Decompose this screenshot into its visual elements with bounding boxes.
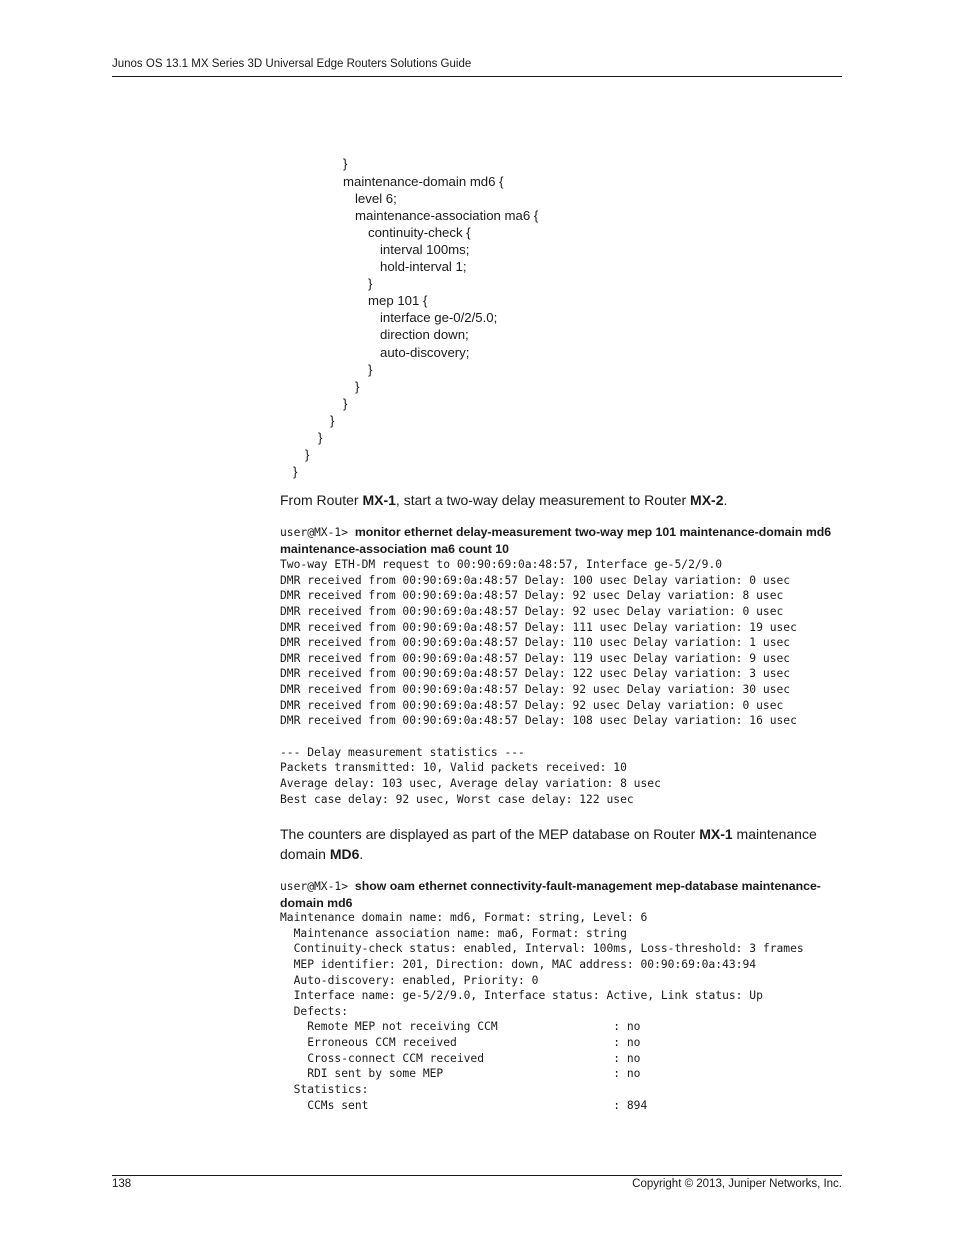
para-text: , start a two-way delay measurement to Router bbox=[395, 492, 691, 508]
config-line: level 6; bbox=[355, 191, 397, 206]
command-show-mep-database bbox=[280, 878, 845, 911]
config-line: } bbox=[368, 362, 373, 377]
config-line: } bbox=[293, 464, 298, 479]
output-line: DMR received from 00:90:69:0a:48:57 Delay: 122 usec Delay variation: 3 usec bbox=[280, 667, 791, 681]
output-line: RDI sent by some MEP : no bbox=[280, 1067, 641, 1081]
output-line: Maintenance domain name: md6, Format: string, Level: 6 bbox=[280, 911, 648, 924]
config-line: } bbox=[318, 430, 323, 445]
config-line: } bbox=[368, 276, 373, 291]
output-line: --- Delay measurement statistics --- bbox=[280, 745, 525, 759]
router-name: MX-1 bbox=[362, 492, 396, 508]
copyright-notice: Copyright © 2013, Juniper Networks, Inc. bbox=[632, 1178, 842, 1190]
footer-rule bbox=[112, 1175, 842, 1176]
output-line: MEP identifier: 201, Direction: down, MAC address: 00:90:69:0a:43:94 bbox=[280, 957, 757, 971]
config-line: interval 100ms; bbox=[380, 242, 470, 257]
output-line: DMR received from 00:90:69:0a:48:57 Delay: 92 usec Delay variation: 8 usec bbox=[280, 589, 784, 603]
page-number: 138 bbox=[112, 1178, 132, 1190]
config-line: continuity-check { bbox=[368, 225, 471, 240]
output-line: Maintenance association name: ma6, Format: string bbox=[280, 926, 627, 940]
output-line: DMR received from 00:90:69:0a:48:57 Delay: 119 usec Delay variation: 9 usec bbox=[280, 651, 791, 665]
output-line: DMR received from 00:90:69:0a:48:57 Delay: 111 usec Delay variation: 19 usec bbox=[280, 620, 797, 634]
output-line: CCMs sent : 894 bbox=[280, 1098, 648, 1112]
output-line: DMR received from 00:90:69:0a:48:57 Delay: 100 usec Delay variation: 0 usec bbox=[280, 573, 791, 587]
output-line: Interface name: ge-5/2/9.0, Interface status: Active, Link status: Up bbox=[280, 989, 763, 1003]
router-name: MX-1 bbox=[699, 826, 733, 842]
cli-command: show oam ethernet connectivity-fault-management mep-database maintenance-domain md6 bbox=[280, 879, 821, 910]
config-line: direction down; bbox=[380, 327, 469, 342]
output-line bbox=[280, 729, 797, 745]
config-line: } bbox=[305, 447, 310, 462]
config-line: interface ge-0/2/5.0; bbox=[380, 310, 498, 325]
config-line: mep 101 { bbox=[368, 293, 428, 308]
output-line: Continuity-check status: enabled, Interval: 100ms, Loss-threshold: 3 frames bbox=[280, 942, 804, 956]
output-line: Packets transmitted: 10, Valid packets received: 10 bbox=[280, 761, 627, 775]
para-text: . bbox=[359, 846, 364, 862]
output-line: DMR received from 00:90:69:0a:48:57 Delay: 108 usec Delay variation: 16 usec bbox=[280, 714, 797, 728]
cli-command: monitor ethernet delay-measurement two-way mep 101 maintenance-domain md6 maintenance-association ma6 count 10 bbox=[280, 525, 832, 556]
output-line: DMR received from 00:90:69:0a:48:57 Delay: 92 usec Delay variation: 0 usec bbox=[280, 604, 784, 618]
output-line: DMR received from 00:90:69:0a:48:57 Delay: 110 usec Delay variation: 1 usec bbox=[280, 636, 791, 650]
para-text: The counters are displayed as part of the MEP database on Router bbox=[280, 826, 700, 842]
config-line: hold-interval 1; bbox=[380, 259, 467, 274]
running-header: Junos OS 13.1 MX Series 3D Universal Edge Routers Solutions Guide bbox=[112, 58, 472, 70]
config-line: auto-discovery; bbox=[380, 345, 470, 360]
paragraph-counters bbox=[280, 824, 840, 864]
output-line: DMR received from 00:90:69:0a:48:57 Delay: 92 usec Delay variation: 0 usec bbox=[280, 698, 784, 712]
output-line: Two-way ETH-DM request to 00:90:69:0a:48:57, Interface ge-5/2/9.0 bbox=[280, 558, 723, 571]
domain-name: MD6 bbox=[329, 846, 360, 862]
output-line: Defects: bbox=[280, 1004, 349, 1018]
para-text: From Router bbox=[280, 492, 363, 508]
paragraph-start-measurement bbox=[280, 490, 840, 510]
output-line: Remote MEP not receiving CCM : no bbox=[280, 1020, 641, 1034]
output-line: DMR received from 00:90:69:0a:48:57 Delay: 92 usec Delay variation: 30 usec bbox=[280, 683, 791, 697]
command-output-mep-database bbox=[280, 910, 804, 1113]
command-monitor-delay bbox=[280, 524, 845, 557]
output-line: Best case delay: 92 usec, Worst case delay: 122 usec bbox=[280, 792, 634, 806]
router-name: MX-2 bbox=[690, 492, 724, 508]
cli-prompt: user@MX-1> bbox=[280, 880, 349, 893]
output-line: Erroneous CCM received : no bbox=[280, 1036, 641, 1050]
config-line: } bbox=[343, 396, 348, 411]
header-rule bbox=[112, 76, 842, 77]
config-line: } bbox=[355, 379, 360, 394]
output-line: Statistics: bbox=[280, 1083, 369, 1097]
output-line: Auto-discovery: enabled, Priority: 0 bbox=[280, 973, 539, 987]
config-line: } bbox=[330, 413, 335, 428]
para-text: maintenance domain bbox=[280, 826, 817, 862]
cli-prompt: user@MX-1> bbox=[280, 526, 349, 539]
config-line: maintenance-association ma6 { bbox=[355, 208, 539, 223]
output-line: Average delay: 103 usec, Average delay variation: 8 usec bbox=[280, 776, 661, 790]
output-line: Cross-connect CCM received : no bbox=[280, 1051, 641, 1065]
config-line: } bbox=[343, 156, 348, 171]
para-text: . bbox=[723, 492, 728, 508]
config-line: maintenance-domain md6 { bbox=[343, 174, 504, 189]
command-output-delay bbox=[280, 557, 797, 807]
